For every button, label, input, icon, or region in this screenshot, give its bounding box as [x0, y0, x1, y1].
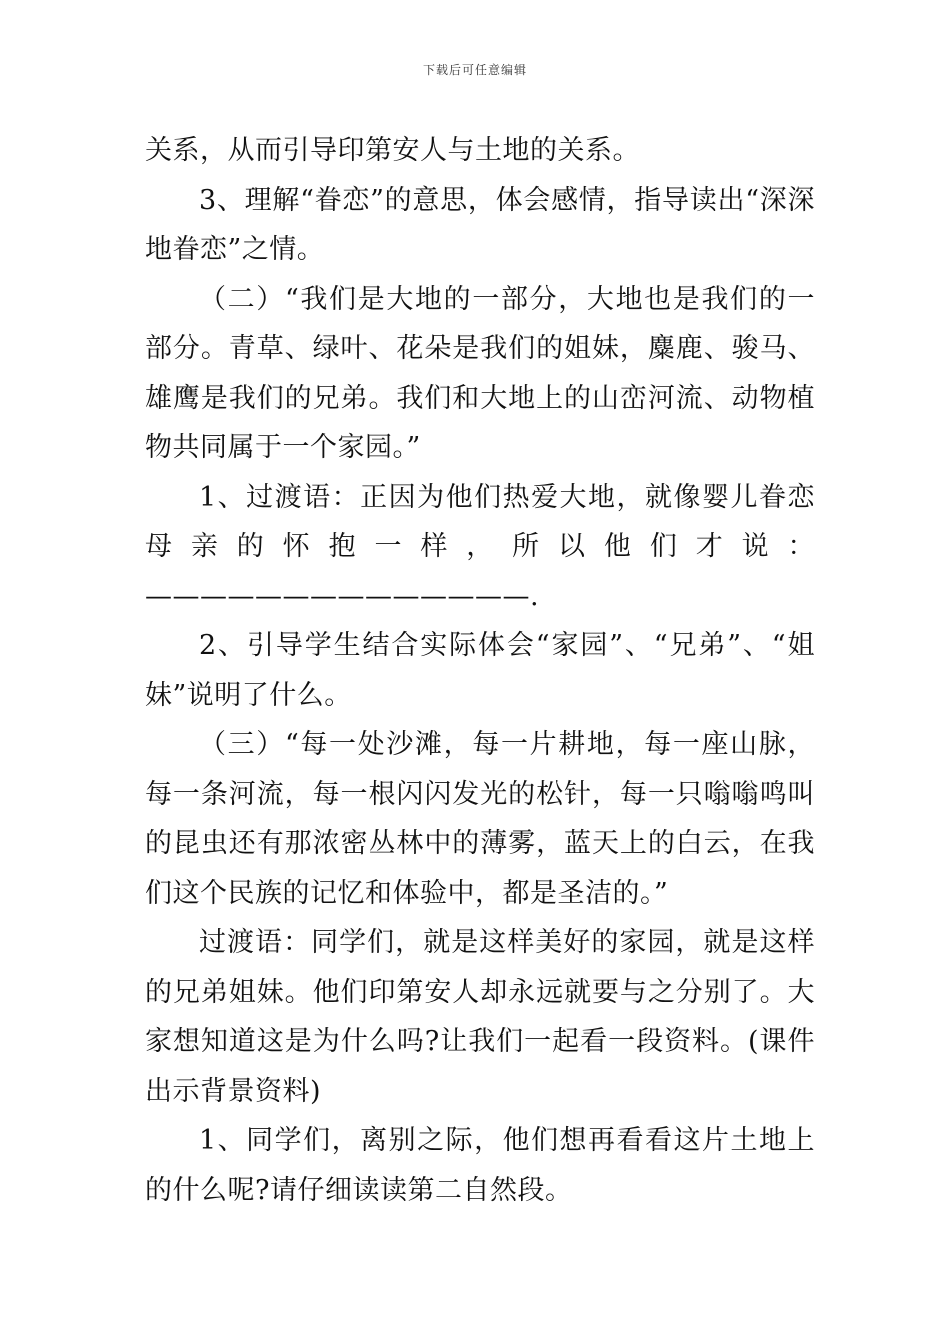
paragraph-item-1-transition: 1、过渡语：正因为他们热爱大地，就像婴儿眷恋母亲的怀抱一样，所以他们才说：——————————————.	[145, 481, 815, 612]
page-header: 下载后可任意编辑	[422, 63, 527, 77]
paragraph-item-2: 2、引导学生结合实际体会“家园”、“兄弟”、“姐妹”说明了什么。	[145, 630, 815, 711]
paragraph-item-3: 3、理解“眷恋”的意思，体会感情，指导读出“深深地眷恋”之情。	[145, 184, 815, 265]
paragraph-item-1-question: 1、同学们，离别之际，他们想再看看这片土地上的什么呢?请仔细读读第二自然段。	[145, 1125, 815, 1206]
document-body	[145, 126, 815, 1215]
paragraph-section-2-quote: （二）“我们是大地的一部分，大地也是我们的一部分。青草、绿叶、花朵是我们的姐妹，麋鹿、骏马、雄鹰是我们的兄弟。我们和大地上的山峦河流、动物植物共同属于一个家园。”	[145, 283, 815, 463]
paragraph-section-3-quote: （三）“每一处沙滩，每一片耕地，每一座山脉，每一条河流，每一根闪闪发光的松针，每一只嗡嗡鸣叫的昆虫还有那浓密丛林中的薄雾，蓝天上的白云，在我们这个民族的记忆和体验中，都是圣洁的。”	[145, 729, 815, 909]
paragraph-transition: 过渡语：同学们，就是这样美好的家园，就是这样的兄弟姐妹。他们印第安人却永远就要与之分别了。大家想知道这是为什么吗?让我们一起看一段资料。(课件出示背景资料)	[145, 927, 815, 1107]
paragraph-continuation: 关系，从而引导印第安人与土地的关系。	[145, 135, 640, 166]
